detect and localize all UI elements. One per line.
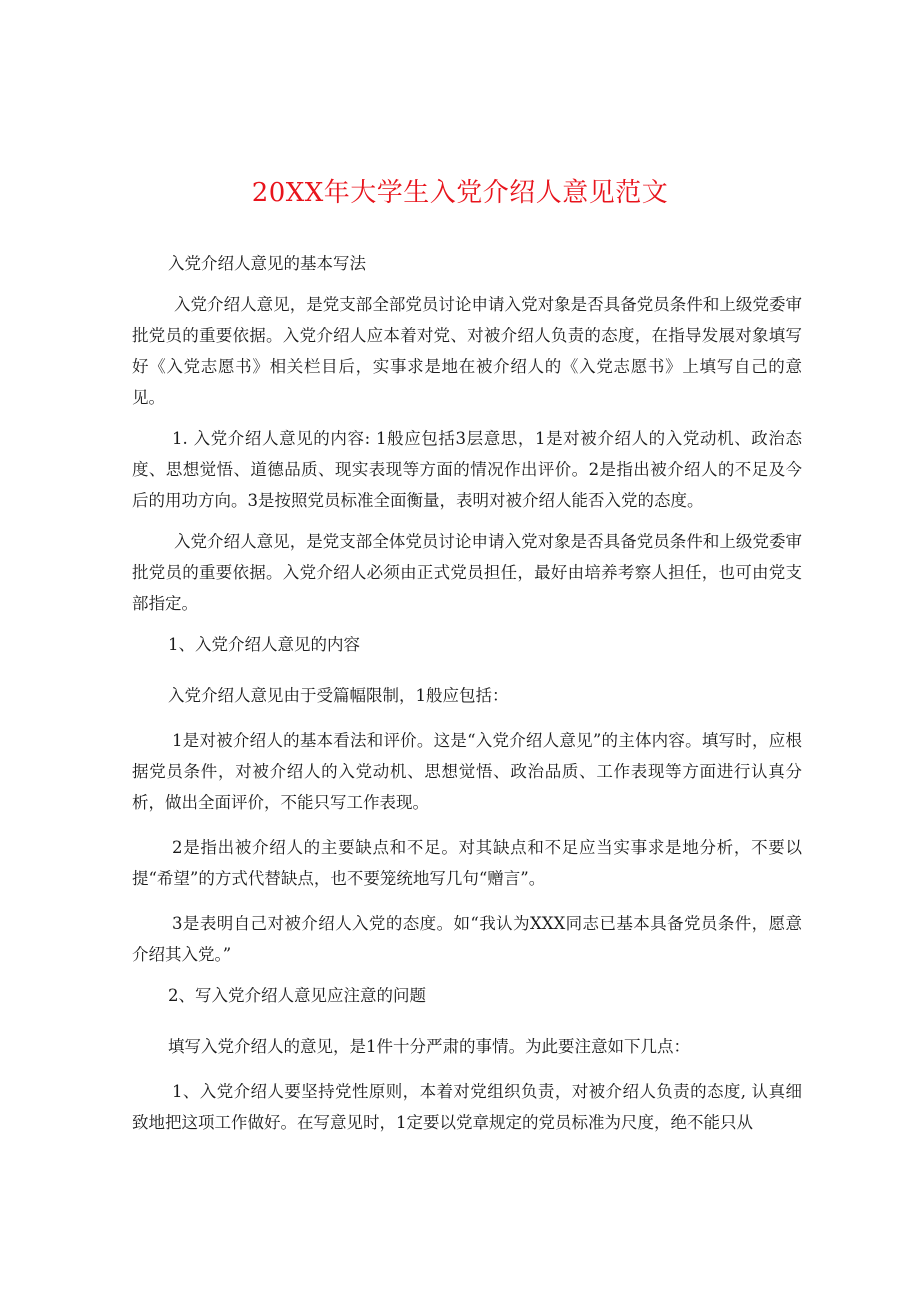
section-heading-basic-writing: 入党介绍人意见的基本写法: [168, 254, 366, 273]
paragraph-intro: 入党介绍人意见，是党支部全部党员讨论申请入党对象是否具备党员条件和上级党委审批党员的重要依据。入党介绍人应本着对党、对被介绍人负责的态度，在指导发展对象填写好《入党志愿书》相关栏目后，实事求是地在被介绍人的《入党志愿书》上填写自己的意见。: [132, 295, 802, 407]
paragraph-content-point-1: 1. 入党介绍人意见的内容: 1般应包括3层意思，1是对被介绍人的入党动机、政治态度、思想觉悟、道德品质、现实表现等方面的情况作出评价。2是指出被介绍人的不足及今后的用功方向。3是按照党员标准全面衡量，表明对被介绍人能否入党的态度。: [132, 429, 802, 510]
paragraph-point-shortcomings: 2是指出被介绍人的主要缺点和不足。对其缺点和不足应当实事求是地分析，不要以提“希望”的方式代替缺点，也不要笼统地写几句“赠言”。: [132, 838, 802, 888]
paragraph-requirement: 入党介绍人意见，是党支部全体党员讨论申请入党对象是否具备党员条件和上级党委审批党员的重要依据。入党介绍人必须由正式党员担任，最好由培养考察人担任，也可由党支部指定。: [132, 532, 802, 613]
document-body: [132, 248, 802, 1138]
document-title: 20XX年大学生入党介绍人意见范文: [251, 178, 669, 208]
paragraph-point-attitude: 3是表明自己对被介绍人入党的态度。如“我认为XXX同志已基本具备党员条件，愿意介绍其入党。”: [132, 914, 802, 964]
section-heading-notes: 2、写入党介绍人意见应注意的问题: [168, 986, 426, 1005]
paragraph-note-1: 1、入党介绍人要坚持党性原则，本着对党组织负责，对被介绍人负责的态度, 认真细致地把这项工作做好。在写意见时，1定要以党章规定的党员标准为尺度，绝不能只从: [132, 1082, 802, 1132]
paragraph-notes-intro: 填写入党介绍人的意见，是1件十分严肃的事情。为此要注意如下几点：: [168, 1037, 690, 1056]
paragraph-point-basic-evaluation: 1是对被介绍人的基本看法和评价。这是“入党介绍人意见”的主体内容。填写时，应根据党员条件，对被介绍人的入党动机、思想觉悟、政治品质、工作表现等方面进行认真分析，做出全面评价，不能只写工作表现。: [132, 731, 802, 812]
section-heading-content: 1、入党介绍人意见的内容: [168, 635, 360, 654]
paragraph-limit-note: 入党介绍人意见由于受篇幅限制，1般应包括：: [168, 686, 509, 705]
